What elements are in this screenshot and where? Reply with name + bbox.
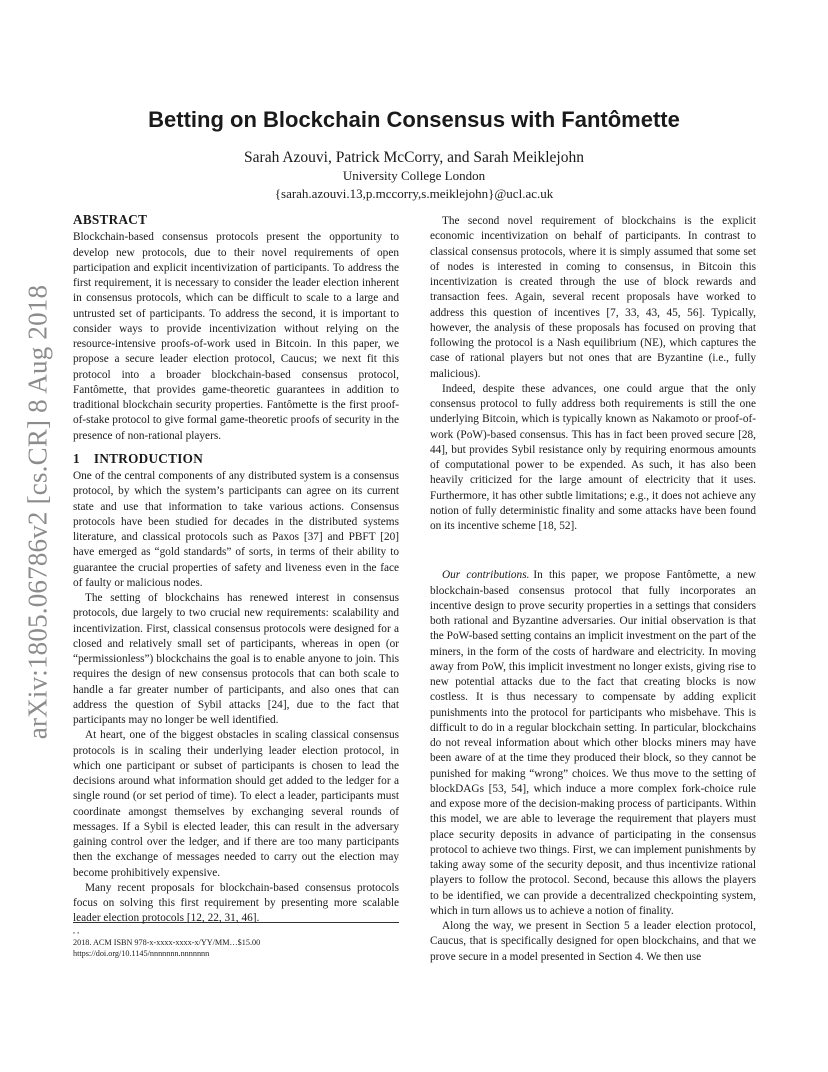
intro-paragraph-4: Many recent proposals for blockchain-based consensus protocols focus on solving this first requirement by presenting more scalable leader election protocols [12, 22, 31, 46]. (73, 881, 399, 925)
contributions-text: In this paper, we propose Fantômette, a new blockchain-based consensus protocol that fully incorporates an incentive design to prove security properties in a settings that considers both rational and Byzantine adversaries. Our initial observation is that the PoW-based setting contains an implicit investment on the part of the miners, in the form of the costs of hardware and electricity. In moving away from PoW, this implicit investment no longer exists, giving rise to new potential attacks due to the fact that creating blocks is now costless. It is thus necessary to compensate by adding explicit punishments into the protocol for participants who misbehave. This is difficult to do in a regular blockchain setting. In particular, blockchains do not reveal information about which other blocks miners may have been aware of at the time they produced their block, so they cannot be punished for making “wrong” choices. We thus move to the setting of blockDAGs [53, 54], which induce a more complex fork-choice rule and expose more of the decision-making process of participants. Within this model, we are able to leverage the requirement that players must place security deposits in advance of participating in the consensus protocol to achieve two things. First, we can implement punishments by taking away some of the security deposit, and thus incentivize rational players to follow the protocol. Second, because this allows the players to be identified, we can provide a decentralized checkpointing system, which in turn allows us to achieve a notion of finality. (430, 569, 756, 917)
contributions-paragraph (430, 568, 756, 919)
arxiv-identifier (12, 286, 64, 738)
right-paragraph-1: The second novel requirement of blockchains is the explicit economic incentivization on behalf of participants. In contrast to classical consensus protocols, where it is simply assumed that some set of nodes is interested in coming to consensus, in Bitcoin this incentivization is created through the use of block rewards and transaction fees. Again, several recent proposals have worked to address this question of incentives [7, 33, 43, 45, 56]. Typically, however, the analysis of these proposals has focused on proving that following the protocol is a Nash equilibrium (NE), which captures the case of rational players but not ones that are Byzantine (i.e., fully malicious). (430, 215, 756, 380)
paper-title: Betting on Blockchain Consensus with Fantômette (148, 107, 680, 132)
abstract-text: Blockchain-based consensus protocols present the opportunity to develop new protocols, due to their novel requirements of open participation and explicit incentivization of participants. To address the first requirement, it is necessary to consider the leader election inherent in consensus protocols, which can be difficult to scale to a large and untrusted set of participants. To address the second, it is important to consider ways to provide incentivization without relying on the resource-intensive proofs-of-work used in Bitcoin. In this paper, we propose a secure leader election protocol, Caucus; we next fit this protocol into a broader blockchain-based consensus protocol, Fantômette, that provides game-theoretic guarantees in addition to traditional blockchain security properties. Fantômette is the first proof-of-stake protocol to give formal game-theoretic proofs of security in the presence of non-rational players. (73, 231, 399, 442)
abstract-heading: ABSTRACT (73, 212, 148, 227)
intro-paragraph-3: At heart, one of the biggest obstacles in scaling classical consensus protocols is in scaling their underlying leader election protocol, in which one participant or subset of participants is chosen to lead the decisions around what information should get added to the ledger for a single round (or set period of time). To elect a leader, participants must coordinate amongst themselves by exchanging several rounds of messages. If a Sybil is elected leader, this can result in the adversary gaining control over the ledger, and if there are too many participants then the exchange of messages needed to carry out the election may become prohibitively expensive. (73, 729, 399, 879)
right-paragraph-2: Indeed, despite these advances, one could argue that the only consensus protocol to fully address both requirements is still the one underlying Bitcoin, which is typically known as Nakamoto or proof-of-work (PoW)-based consensus. This has in fact been proved secure [28, 44], but provides Sybil resistance only by requiring enormous amounts of computational power to be expended. As such, it has also been heavily criticized for the large amount of electricity that it uses. Furthermore, it has other subtle limitations; e.g., it does not achieve any notion of fully deterministic finality and some attacks have been found on its incentive scheme [18, 52]. (430, 382, 756, 532)
right-column (430, 214, 756, 965)
author-emails: {sarah.azouvi.13,p.mccorry,s.meiklejohn}@ucl.ac.uk (274, 186, 554, 201)
intro-paragraph-2: The setting of blockchains has renewed interest in consensus protocols, due largely to two crucial new requirements: scalability and incentivization. First, classical consensus protocols were designed for a closed and relatively small set of participants, whereas in open (or “permissionless”) blockchains the goal is to enable anyone to join. This requires the design of new consensus protocols that can both scale to handle a far greater number of participants, and also ones that can address the question of Sybil attacks [24], due to the fact that participants may no longer be well identified. (73, 592, 399, 726)
right-paragraph-final: Along the way, we present in Section 5 a leader election protocol, Caucus, that is specifically designed for open blockchains, and that we prove secure in a model presented in Section 4. We then use (430, 920, 756, 963)
affiliation: University College London (342, 168, 486, 183)
intro-paragraph-1: One of the central components of any distributed system is a consensus protocol, by which the system’s participants can agree on its current state and use that information to take various actions. Consensus protocols have been studied for decades in the distributed systems literature, and classical protocols such as Paxos [37] and PBFT [20] have emerged as “gold standards” of sorts, in terms of their ability to guarantee the crucial properties of safety and liveness even in the face of faulty or malicious nodes. (73, 470, 399, 589)
footnote-divider (73, 922, 399, 923)
introduction-heading (73, 451, 399, 466)
footnote-isbn: 2018. ACM ISBN 978-x-xxxx-xxxx-x/YY/MM…$15.00 (73, 938, 261, 947)
section-title: INTRODUCTION (93, 450, 204, 466)
footnote-doi: https://doi.org/10.1145/nnnnnnn.nnnnnnn (73, 949, 210, 958)
author-list: Sarah Azouvi, Patrick McCorry, and Sarah Meiklejohn (244, 149, 584, 166)
contributions-lead: Our contributions. (442, 569, 530, 582)
footnote-venue: , , (73, 926, 80, 935)
left-column (73, 212, 399, 927)
arxiv-identifier-text: arXiv:1805.06786v2 [cs.CR] 8 Aug 2018 (22, 284, 53, 740)
section-number: 1 (73, 450, 80, 466)
